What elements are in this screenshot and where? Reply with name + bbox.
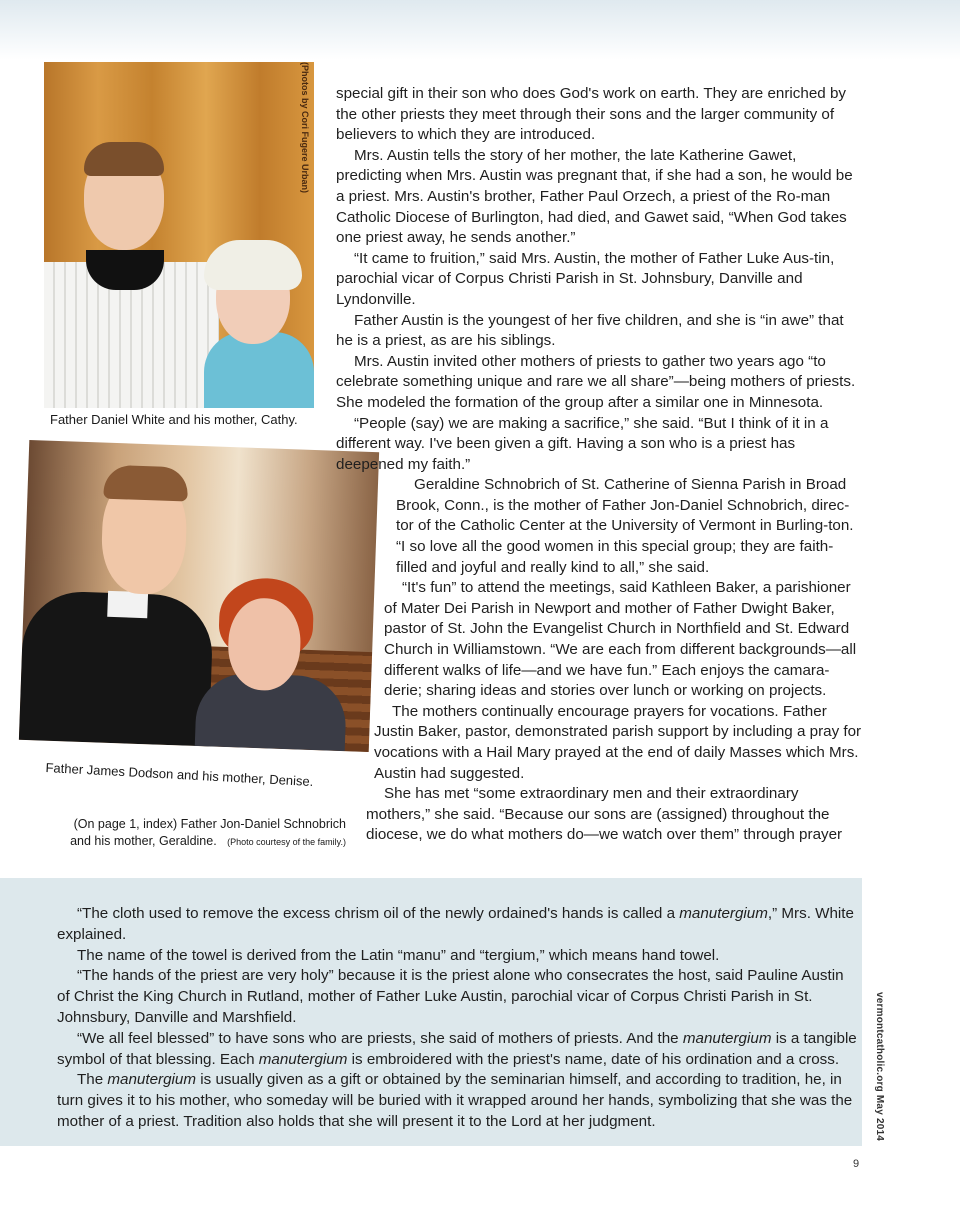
sidebar-text-span: is usually given as a gift or obtained by the seminarian himself, and according to tradition, he, in turn gives it to his mother, who someday will be buried with it wrapped around her hands, symbolizing that she was the mother of a priest. Tradition also holds that she will present it to the Lord at her judgment. <box>57 1071 853 1130</box>
photo3-credit: (Photo courtesy of the family.) <box>227 837 346 847</box>
sidebar-text-span: is embroidered with the priest's name, date of his ordination and a cross. <box>347 1050 840 1068</box>
photo3-caption-line2: and his mother, Geraldine. <box>70 834 217 848</box>
sidebar-paragraph <box>57 1029 857 1071</box>
sidebar-text-span: is a tangible symbol of that blessing. Each <box>57 1029 857 1068</box>
photo2-roman-collar <box>107 591 148 618</box>
publication-date-label: vermontcatholic.org May 2014 <box>874 992 885 1141</box>
sidebar-paragraph <box>57 1070 857 1132</box>
photo3-caption <box>46 816 346 851</box>
sidebar-text-span: “The cloth used to remove the excess chrism oil of the newly ordained's hands is called a <box>77 905 680 922</box>
photo3-caption-line1: (On page 1, index) Father Jon-Daniel Schnobrich <box>73 817 346 831</box>
article-paragraph: She has met “some extraordinary men and their extraordinary mothers,” she said. “Because our sons are (assigned) throughout the diocese, we do what mothers do—we watch over them” through prayer <box>366 785 843 844</box>
article-paragraph: “People (say) we are making a sacrifice,” she said. “But I think of it in a different way. I've been given a gift. Having a son who is a priest has deepened my faith.” <box>336 414 829 473</box>
article-paragraph: “It's fun” to attend the meetings, said Kathleen Baker, a parishioner of Mater Dei Parish in Newport and mother of Father Dwight Baker, pastor of St. John the Evangelist Church in Northfield and St. Edward Church in Williamstown. “We are each from different backgrounds—all different walks of life—and we have fun.” Each enjoys the camara-derie; sharing ideas and stories over lunch or working on projects. <box>384 579 857 700</box>
photo1-priest-hair <box>84 142 164 176</box>
photo-daniel-white-and-mother <box>44 62 314 408</box>
photo1-caption: Father Daniel White and his mother, Cathy. <box>50 412 298 427</box>
sidebar-term: manutergium <box>107 1071 197 1089</box>
photo1-mother-hair <box>204 240 302 290</box>
photo-credit: (Photos by Cori Fugere Urban) <box>300 62 310 194</box>
sidebar-paragraph: “The hands of the priest are very holy” because it is the priest alone who consecrates the host, said Pauline Austin of Christ the King Church in Rutland, mother of Father Luke Austin, parochial vicar of Corpus Christi Parish in St. Johnsbury, Danville and Marshfield. <box>57 967 844 1026</box>
sidebar-text-span: ,” Mrs. White explained. <box>57 905 854 943</box>
article-paragraph: Geraldine Schnobrich of St. Catherine of Sienna Parish in Broad Brook, Conn., is the mother of Father Jon-Daniel Schnobrich, direc-tor of the Catholic Center at the University of Vermont in Burling-ton. “I so love all the good women in this special group; they are faith-filled and joyful and really kind to all,” she said. <box>396 476 854 576</box>
top-gradient-band <box>0 0 960 60</box>
sidebar-term: manutergium <box>682 1029 772 1047</box>
article-paragraph: “It came to fruition,” said Mrs. Austin, the mother of Father Luke Aus-tin, parochial vicar of Corpus Christi Parish in St. Johnsbury, Danville and Lyndonville. <box>336 249 835 308</box>
sidebar-paragraph: The name of the towel is derived from the Latin “manu” and “tergium,” which means hand towel. <box>77 946 720 964</box>
article-paragraph: The mothers continually encourage prayers for vocations. Father Justin Baker, pastor, demonstrated parish support by including a pray for vocations with a Hail Mary prayed at the end of daily Masses which Mrs. Austin had suggested. <box>374 702 862 782</box>
sidebar-text <box>57 904 857 1133</box>
page-number: 9 <box>853 1158 860 1170</box>
article-paragraph: Mrs. Austin invited other mothers of priests to gather two years ago “to celebrate something unique and rare we all share”—being mothers of priests. She modeled the formation of the group after a similar one in Minnesota. <box>336 352 856 411</box>
sidebar-text-span: The <box>77 1071 108 1089</box>
article-paragraph: Father Austin is the youngest of her five children, and she is “in awe” that he is a priest, as are his siblings. <box>336 311 844 350</box>
photo2-caption: Father James Dodson and his mother, Denise. <box>45 760 314 790</box>
sidebar-paragraph <box>57 904 857 946</box>
article-body <box>336 84 862 846</box>
sidebar-text-span: “We all feel blessed” to have sons who are priests, she said of mothers of priests. And the <box>77 1029 683 1047</box>
photo2-priest-hair <box>103 465 188 502</box>
article-paragraph: special gift in their son who does God's work on earth. They are enriched by the other priests they meet through their sons and the larger community of believers to which they are introduced. <box>336 85 846 144</box>
sidebar-term: manutergium <box>679 905 768 922</box>
sidebar-term: manutergium <box>258 1050 348 1068</box>
article-paragraph: Mrs. Austin tells the story of her mother, the late Katherine Gawet, predicting when Mrs. Austin was pregnant that, if she had a son, he would be a priest. Mrs. Austin's brother, Father Paul Orzech, a priest of the Ro-man Catholic Diocese of Burlington, had died, and Gawet said, “When God takes one priest away, he sends another.” <box>336 146 853 247</box>
photo-james-dodson-and-mother <box>19 440 379 752</box>
